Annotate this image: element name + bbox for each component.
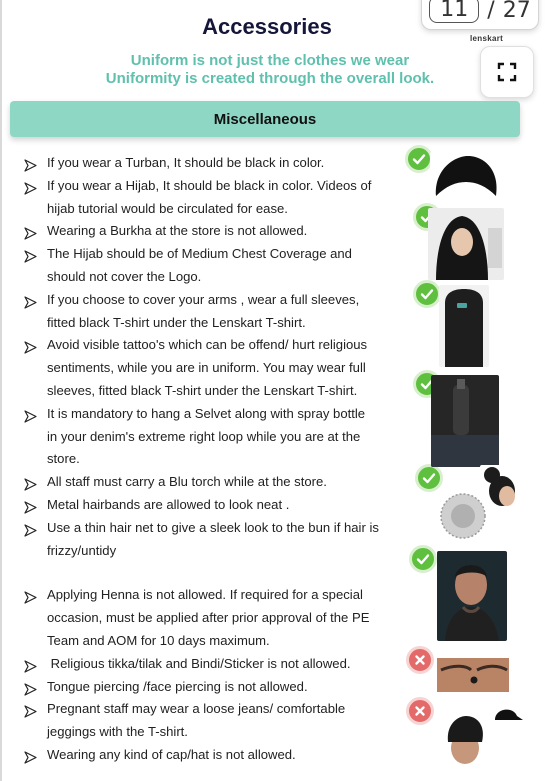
black-turban-photo: [430, 152, 502, 204]
rule-text-line: Wearing any kind of cap/hat is not allowed.: [47, 746, 296, 762]
forehead-bindi-photo: [437, 652, 509, 696]
current-page-number[interactable]: 11: [429, 0, 479, 23]
rule-item: [24, 584, 424, 652]
man-with-tattooed-neck-photo: [437, 551, 507, 641]
arrow-bullet-icon: [24, 749, 37, 762]
rule-text-line: Metal hairbands are allowed to look neat .: [47, 496, 290, 512]
arrow-bullet-icon: [24, 225, 37, 238]
check-icon: [416, 552, 430, 566]
fullscreen-button[interactable]: [480, 46, 534, 98]
allowed-badge: [409, 545, 437, 573]
arrow-bullet-icon: [24, 339, 37, 352]
page-counter: [421, 0, 539, 30]
check-icon: [420, 287, 434, 301]
black-cap-photo: [489, 700, 525, 730]
not-allowed-badge: [406, 646, 434, 674]
arrow-bullet-icon: [24, 499, 37, 512]
rule-item: [24, 243, 424, 289]
total-pages: 27: [502, 0, 531, 23]
rule-text-line: If you choose to cover your arms , wear a full sleeves,: [47, 291, 360, 307]
cross-icon: [414, 654, 426, 666]
rule-text-line: The Hijab should be of Medium Chest Coverage and: [47, 246, 352, 262]
rule-item: [24, 744, 424, 767]
arrow-bullet-icon: [24, 157, 37, 170]
rule-text-line: hijab tutorial would be circulated for ease.: [47, 200, 288, 216]
rule-item: [24, 220, 424, 243]
arrow-bullet-icon: [24, 522, 37, 535]
rule-text-line: Pregnant staff may wear a loose jeans/ comfortable: [47, 701, 346, 717]
rule-item: [24, 494, 424, 517]
rule-item: [24, 175, 424, 221]
rule-text-line: frizzy/untidy: [47, 542, 117, 558]
rule-text-line: in your denim's extreme right loop while you are at the: [47, 428, 361, 444]
rules-list: [24, 152, 424, 767]
rule-text-line: If you wear a Hijab, It should be black in color. Videos of: [47, 177, 372, 193]
rule-item: [24, 517, 424, 563]
not-allowed-badge: [406, 697, 434, 725]
check-icon: [422, 471, 436, 485]
arrow-bullet-icon: [24, 180, 37, 193]
page-separator: /: [487, 0, 495, 23]
arrow-bullet-icon: [24, 248, 37, 261]
rule-item: [24, 676, 424, 699]
arrow-bullet-icon: [24, 703, 37, 716]
rule-text-line: Avoid visible tattoo's which can be offend/ hurt religious: [47, 337, 368, 353]
rule-text-line: If you wear a Turban, It should be black in color.: [47, 155, 325, 170]
check-icon: [412, 152, 426, 166]
rule-item: [24, 152, 424, 175]
rule-text-line: sleeves, fitted black T-shirt under the Lenskart T-shirt.: [47, 382, 358, 398]
rule-text-line: Tongue piercing /face piercing is not allowed.: [47, 678, 308, 694]
allowed-badge: [415, 464, 443, 492]
brand-logo: lenskart: [470, 34, 504, 43]
rule-text-line: All staff must carry a Blu torch while at the store.: [47, 474, 327, 490]
rule-text-line: jeggings with the T-shirt.: [47, 724, 188, 740]
arrow-bullet-icon: [24, 681, 37, 694]
arrow-bullet-icon: [24, 589, 37, 602]
rule-text-line: fitted black T-shirt under the Lenskart T-shirt.: [47, 314, 306, 330]
tagline-line-2: Uniformity is created through the overall look.: [105, 70, 435, 87]
arrow-bullet-icon: [24, 658, 37, 671]
arrow-bullet-icon: [24, 294, 37, 307]
arrow-bullet-icon: [24, 476, 37, 489]
rule-item: [24, 334, 424, 402]
spray-bottle-on-belt-loop-photo: [431, 375, 499, 467]
rule-item: [24, 289, 424, 335]
hair-net-photo: [437, 490, 489, 542]
rule-text-line: Wearing a Burkha at the store is not allowed.: [47, 223, 308, 239]
rule-item: [24, 698, 424, 744]
page-title: Accessories: [202, 14, 332, 39]
rule-text-line: Religious tikka/tilak and Bindi/Sticker is not allowed.: [47, 655, 351, 671]
rule-text-line: store.: [47, 451, 80, 467]
allowed-badge: [405, 145, 433, 173]
rule-text-line: sentiments, while you are in uniform. You may wear full: [47, 360, 366, 376]
section-heading: Miscellaneous: [10, 101, 520, 137]
rule-item: [24, 653, 424, 676]
cross-icon: [414, 705, 426, 717]
allowed-badge: [413, 280, 441, 308]
rule-text-line: Use a thin hair net to give a sleek look to the bun if hair is: [47, 519, 379, 535]
rule-text-line: Applying Henna is not allowed. If required for a special: [47, 587, 363, 603]
rule-item: [24, 403, 424, 471]
tagline-line-1: Uniform is not just the clothes we wear: [130, 52, 410, 69]
woman-in-black-hijab-photo: [428, 208, 504, 280]
rule-text-line: Team and AOM for 10 days maximum.: [47, 632, 270, 648]
rule-text-line: occasion, must be applied after prior approval of the PE: [47, 610, 370, 626]
man-in-black-beanie-photo: [440, 712, 490, 768]
fullscreen-icon: [497, 62, 517, 82]
rule-text-line: It is mandatory to hang a Selvet along with spray bottle: [47, 405, 366, 421]
rule-text-line: should not cover the Logo.: [47, 268, 202, 284]
man-in-black-full-sleeves-photo: [439, 285, 489, 367]
rule-item: [24, 471, 424, 494]
arrow-bullet-icon: [24, 408, 37, 421]
